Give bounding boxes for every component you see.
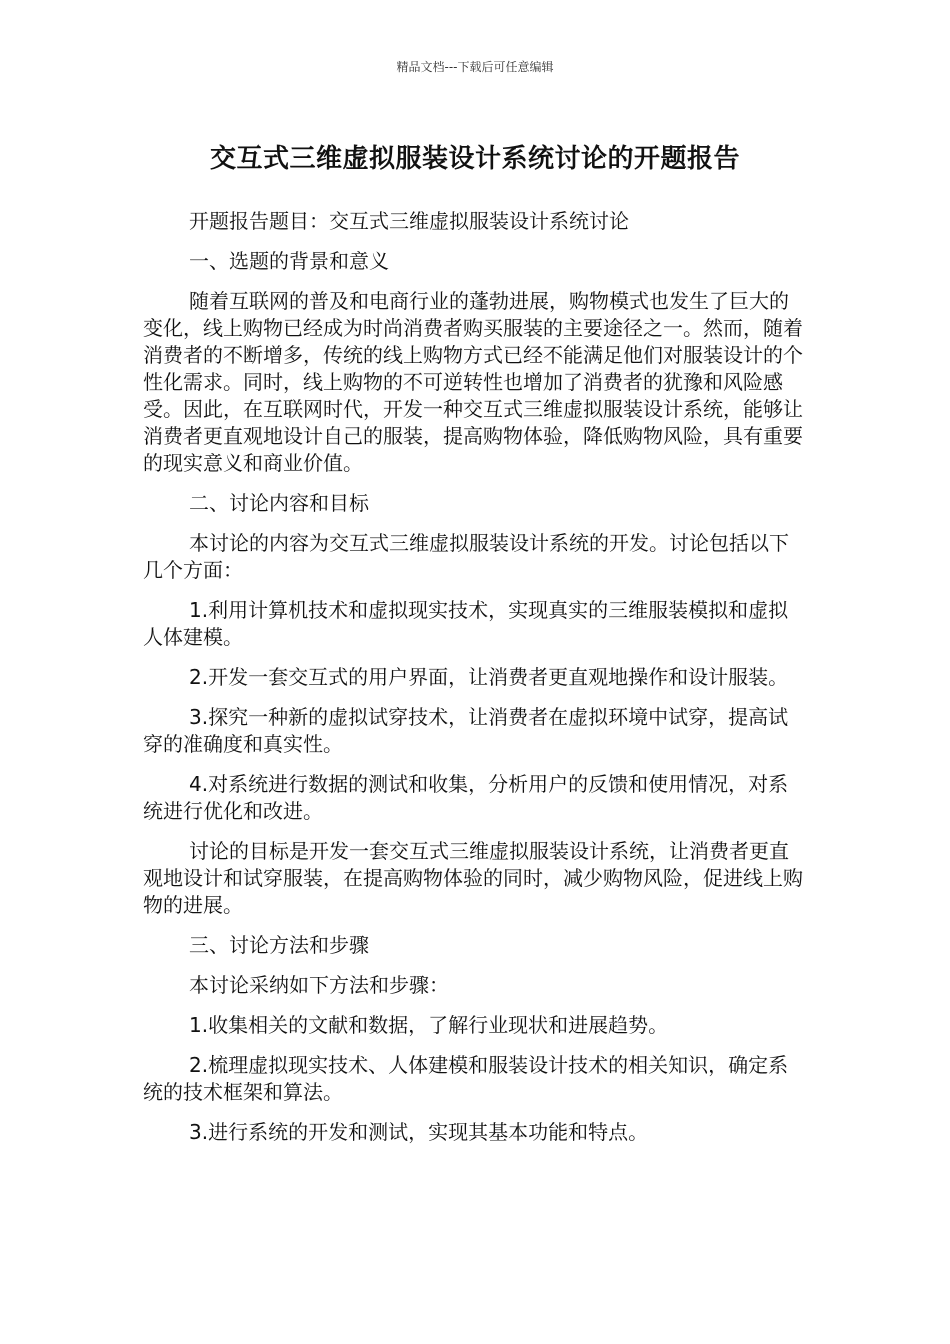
method-step-3: 3.进行系统的开发和测试，实现其基本功能和特点。 xyxy=(189,1120,649,1144)
content-item-4: 4.对系统进行数据的测试和收集，分析用户的反馈和使用情况，对系统进行优化和改进。 xyxy=(143,772,789,823)
goal-paragraph: 讨论的目标是开发一套交互式三维虚拟服装设计系统，让消费者更直观地设计和试穿服装，在提高购物体验的同时，减少购物风险，促进线上购物的进展。 xyxy=(143,839,803,917)
section-heading-methods: 三、讨论方法和步骤 xyxy=(189,933,369,957)
content-intro-paragraph: 本讨论的内容为交互式三维虚拟服装设计系统的开发。讨论包括以下几个方面： xyxy=(143,531,789,582)
content-item-3: 3.探究一种新的虚拟试穿技术，让消费者在虚拟环境中试穿，提高试穿的准确度和真实性。 xyxy=(143,705,789,756)
section-heading-background: 一、选题的背景和意义 xyxy=(189,249,389,273)
section-heading-content-goals: 二、讨论内容和目标 xyxy=(189,491,369,515)
content-item-1: 1.利用计算机技术和虚拟现实技术，实现真实的三维服装模拟和虚拟人体建模。 xyxy=(143,598,789,649)
report-topic-line: 开题报告题目：交互式三维虚拟服装设计系统讨论 xyxy=(189,209,629,233)
methods-intro-paragraph: 本讨论采纳如下方法和步骤： xyxy=(189,973,449,997)
background-paragraph: 随着互联网的普及和电商行业的蓬勃进展，购物模式也发生了巨大的变化，线上购物已经成为时尚消费者购买服装的主要途径之一。然而，随着消费者的不断增多，传统的线上购物方式已经不能满足他们对服装设计的个性化需求。同时，线上购物的不可逆转性也增加了消费者的犹豫和风险感受。因此，在互联网时代，开发一种交互式三维虚拟服装设计系统，能够让消费者更直观地设计自己的服装，提高购物体验，降低购物风险，具有重要的现实意义和商业价值。 xyxy=(143,289,803,475)
method-step-1: 1.收集相关的文献和数据，了解行业现状和进展趋势。 xyxy=(189,1013,669,1037)
page-header-note: 精品文档---下载后可任意编辑 xyxy=(396,60,554,74)
content-item-2: 2.开发一套交互式的用户界面，让消费者更直观地操作和设计服装。 xyxy=(189,665,789,689)
document-body xyxy=(143,208,803,1159)
document-title: 交互式三维虚拟服装设计系统讨论的开题报告 xyxy=(209,144,740,174)
method-step-2: 2.梳理虚拟现实技术、人体建模和服装设计技术的相关知识，确定系统的技术框架和算法。 xyxy=(143,1053,789,1104)
